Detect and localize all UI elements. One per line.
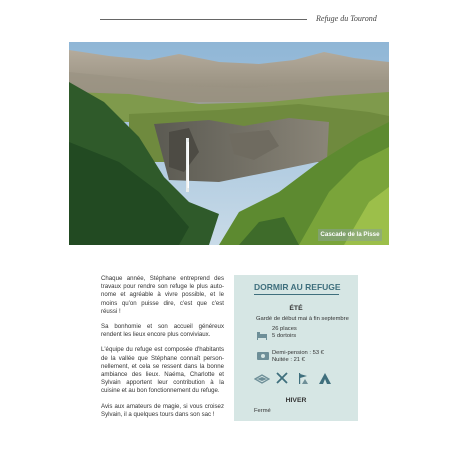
body-paragraph: Chaque année, Stéphane entreprend des travaux pour rendre son refuge le plus auto-nome et agréable à vivre possible, et le moins qu'on puisse dire, c'est que c'est réussi ! — [101, 275, 224, 315]
header-rule — [100, 19, 307, 20]
bed-icon — [256, 327, 268, 345]
cutlery-icon — [275, 371, 289, 390]
price-icon — [256, 349, 270, 367]
summer-places: 26 places — [272, 326, 297, 332]
body-paragraph: L'équipe du refuge est composée d'habitants de la vallée que Stéphane connaît person-nellement, et cela se ressent dans la bonne ambiance des lieux. Naéma, Charlotte et Sylvain apportent leur contribution à la cuisine et au bon fonctionnement du refuge. — [101, 346, 224, 395]
body-text — [101, 275, 224, 426]
photo-caption: Cascade de la Pisse — [318, 229, 382, 241]
body-paragraph: Avis aux amateurs de magie, si vous croisez Sylvain, il a quelques tours dans son sac ! — [101, 402, 224, 418]
info-box-title-rule — [254, 294, 339, 295]
summer-period: Gardé de début mai à fin septembre — [256, 316, 349, 322]
tent-stand-icon — [296, 371, 310, 390]
info-box — [234, 275, 358, 421]
winter-status: Fermé — [254, 408, 271, 414]
running-header-title: Refuge du Tourond — [316, 14, 377, 23]
body-paragraph: Sa bonhomie et son accueil généreux rendent les lieux encore plus conviviaux. — [101, 323, 224, 339]
summer-night: Nuitée : 21 € — [272, 357, 305, 363]
summer-half-board: Demi-pension : 53 € — [272, 350, 324, 356]
summer-heading: ÉTÉ — [289, 305, 303, 312]
camping-tent-icon — [318, 371, 332, 390]
info-box-title: DORMIR AU REFUGE — [254, 282, 341, 292]
shower-icon — [254, 372, 270, 390]
winter-heading: HIVER — [285, 397, 307, 404]
waterfall-photo — [69, 42, 389, 245]
summer-dorms: 5 dortoirs — [272, 333, 297, 339]
